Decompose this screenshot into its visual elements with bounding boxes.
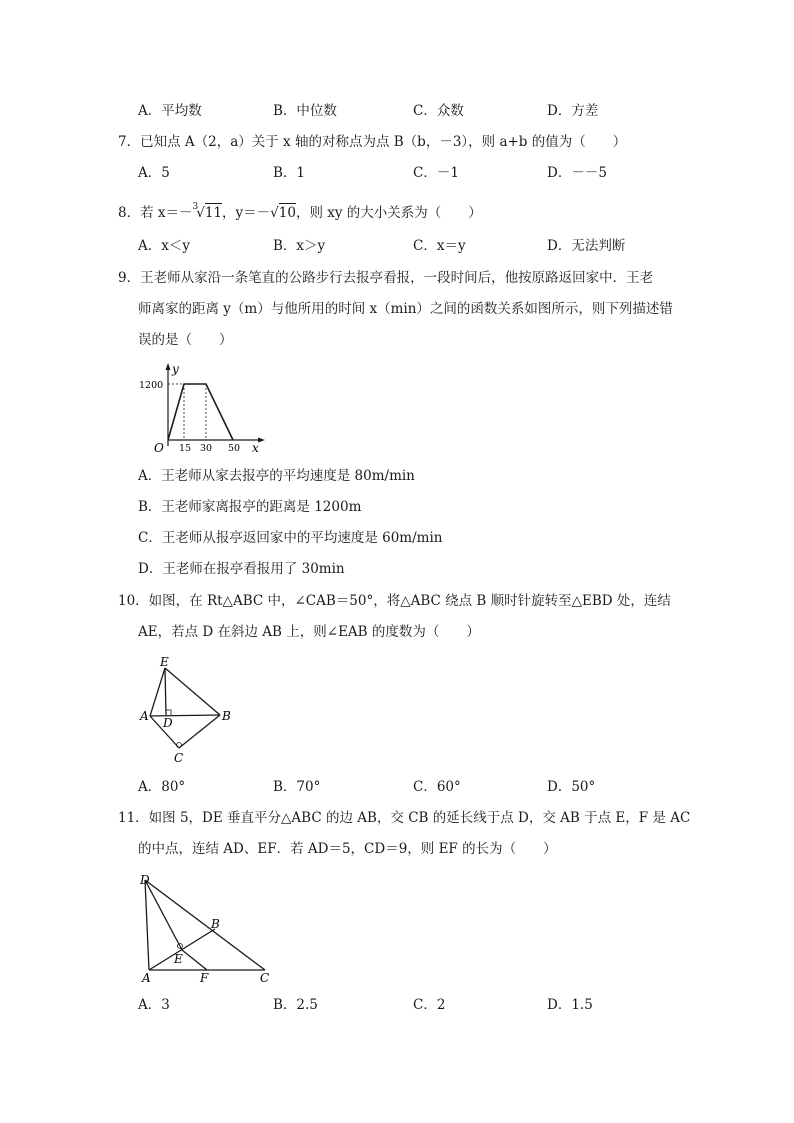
segment-bc	[179, 715, 220, 748]
origin-label: O	[154, 441, 164, 455]
x-axis-arrow-icon	[258, 438, 265, 443]
q8-option-b: B．x＞y	[273, 238, 326, 254]
q8-stem-suffix: ，则 xy 的大小关系为（ ）	[295, 205, 482, 221]
q6-option-d: D．方差	[547, 103, 599, 119]
segment-ed	[165, 668, 166, 715]
y-tick-1200: 1200	[139, 380, 164, 391]
q11-bisector-figure	[136, 870, 276, 986]
q7-option-c: C．－1	[413, 165, 459, 181]
label-b: B	[211, 917, 220, 931]
segment-eb	[165, 668, 220, 715]
label-a: A	[140, 709, 149, 723]
q11-option-d: D．1.5	[547, 997, 593, 1013]
x-tick-50: 50	[228, 443, 241, 454]
q11-option-b: B．2.5	[273, 997, 318, 1013]
segment-ab	[150, 715, 220, 716]
label-a: A	[142, 971, 151, 985]
q9-distance-time-graph	[136, 360, 268, 458]
q9-stem-line-3: 误的是（ ）	[138, 332, 233, 348]
radical-icon: √	[196, 205, 205, 221]
segment-de	[145, 880, 182, 950]
q9-option-a: A．王老师从家去报亭的平均速度是 80m/min	[138, 468, 415, 484]
q7-option-d: D．－－5	[547, 165, 607, 181]
q8-option-a: A．x＜y	[138, 238, 190, 254]
q8-option-d: D．无法判断	[547, 238, 626, 254]
segment-dc	[145, 880, 265, 970]
q8-radicand-y: 10	[278, 205, 296, 221]
q11-stem-line-1: 11．如图 5，DE 垂直平分△ABC 的边 AB，交 CB 的延长线于点 D，交 AB 于点 E，F 是 AC	[118, 810, 691, 826]
right-angle-mark-d	[166, 710, 171, 715]
x-tick-30: 30	[200, 443, 213, 454]
y-axis-arrow-icon	[166, 363, 171, 370]
label-f: F	[200, 971, 209, 985]
label-e: E	[160, 655, 169, 669]
segment-ae	[150, 668, 165, 716]
q8-option-c: C．x＝y	[413, 238, 466, 254]
q10-option-c: C．60°	[413, 779, 461, 795]
q10-option-d: D．50°	[547, 779, 596, 795]
x-tick-15: 15	[179, 443, 192, 454]
segment-da	[145, 880, 149, 970]
label-b: B	[222, 709, 231, 723]
q11-option-a: A．3	[138, 997, 170, 1013]
label-c: C	[174, 751, 184, 765]
q8-radicand-x: 11	[204, 205, 223, 221]
q6-option-c: C．众数	[413, 103, 464, 119]
x-axis-label: x	[252, 441, 259, 455]
label-d: D	[140, 873, 150, 887]
q7-option-b: B．1	[273, 165, 306, 181]
q8-cube-index: 3	[192, 202, 199, 212]
q9-stem-line-2: 师离家的距离 y（m）与他所用的时间 x（min）之间的函数关系如图所示，则下列描述错	[138, 301, 673, 317]
q9-stem-line-1: 9．王老师从家沿一条笔直的公路步行去报亭看报，一段时间后，他按原路返回家中．王老	[118, 270, 654, 286]
q6-option-a: A．平均数	[138, 103, 202, 119]
q6-option-b: B．中位数	[273, 103, 337, 119]
q8-stem-mid: ，y＝－	[222, 205, 271, 221]
q9-option-d: D．王老师在报亭看报用了 30min	[138, 561, 345, 577]
q7-stem: 7．已知点 A（2，a）关于 x 轴的对称点为点 B（b，－3），则 a+b 的值为（ ）	[118, 134, 627, 150]
segment-ef	[182, 950, 207, 970]
q10-stem-line-2: AE，若点 D 在斜边 AB 上，则∠EAB 的度数为（ ）	[138, 624, 480, 640]
label-d: D	[163, 716, 173, 730]
q9-option-b: B．王老师家离报亭的距离是 1200m	[138, 499, 362, 515]
q9-option-c: C．王老师从报亭返回家中的平均速度是 60m/min	[138, 530, 443, 546]
label-e: E	[174, 952, 183, 966]
distance-line	[168, 384, 233, 440]
q11-stem-line-2: 的中点，连结 AD、EF．若 AD＝5，CD＝9，则 EF 的长为（ ）	[138, 841, 557, 857]
label-c: C	[260, 971, 270, 985]
q8-stem	[118, 203, 482, 221]
q10-stem-line-1: 10．如图，在 Rt△ABC 中，∠CAB＝50°，将△ABC 绕点 B 顺时针旋转至△EBD 处，连结	[118, 593, 671, 609]
q7-option-a: A．5	[138, 165, 170, 181]
q10-option-a: A．80°	[138, 779, 186, 795]
q10-option-b: B．70°	[273, 779, 321, 795]
radical-icon: √	[270, 205, 279, 221]
q8-stem-prefix: 8．若 x＝－	[118, 205, 193, 221]
y-axis-label: y	[172, 362, 179, 376]
q11-option-c: C．2	[413, 997, 446, 1013]
right-angle-mark-c	[177, 743, 182, 748]
q10-rotation-figure	[136, 654, 246, 766]
